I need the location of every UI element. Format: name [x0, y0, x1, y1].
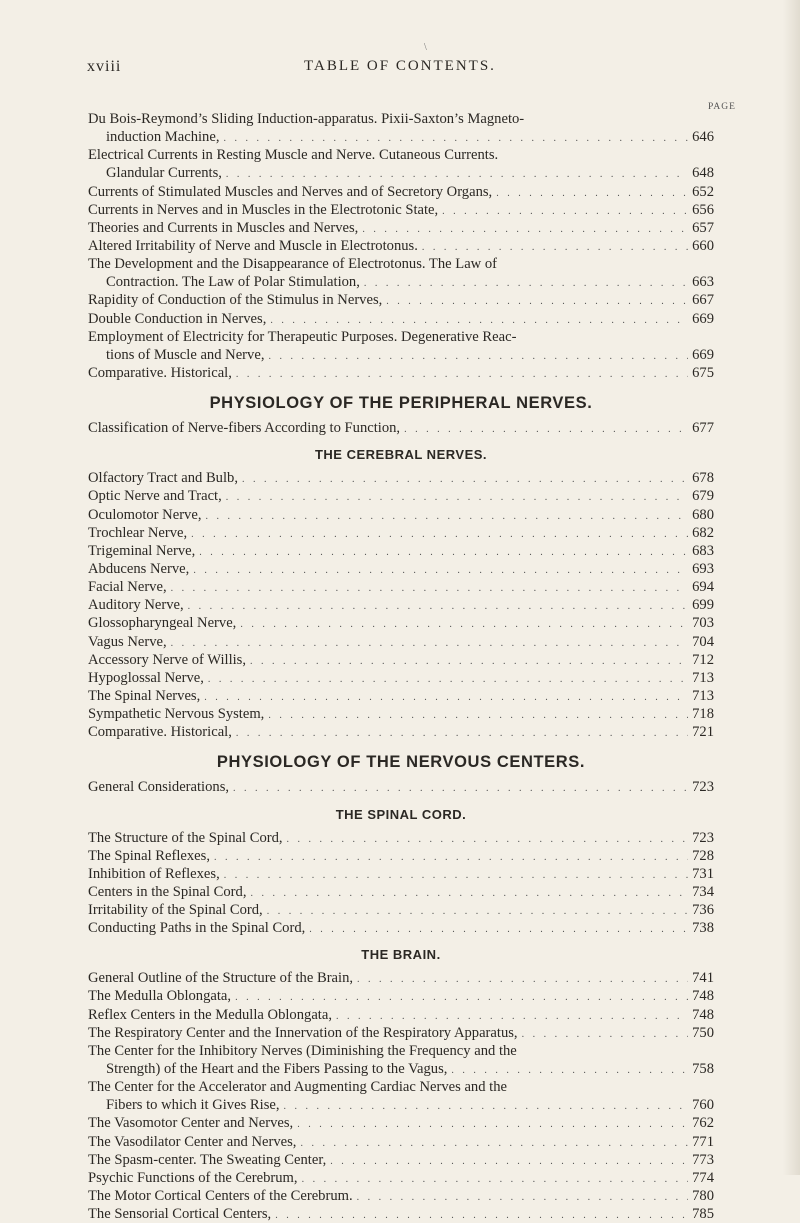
toc-page-number: 652 — [692, 183, 714, 200]
toc-entry — [88, 614, 714, 632]
toc-page-number: 750 — [692, 1024, 714, 1041]
toc-page-number: 680 — [692, 506, 714, 523]
toc-entry-title: Trochlear Nerve, — [88, 524, 188, 541]
toc-entry — [88, 201, 714, 219]
toc-entry — [88, 669, 714, 687]
toc-entry-title: Fibers to which it Gives Rise, — [106, 1097, 280, 1114]
dot-leader — [284, 1098, 689, 1114]
dot-leader — [442, 203, 688, 219]
dot-leader — [236, 366, 688, 382]
dot-leader — [267, 903, 688, 919]
dot-leader — [522, 1026, 688, 1042]
dot-leader — [302, 1171, 688, 1187]
dot-leader — [188, 598, 688, 614]
toc-entry — [88, 506, 714, 524]
toc-page-number: 682 — [692, 524, 714, 541]
toc-page-number: 728 — [692, 847, 714, 864]
dot-leader — [242, 471, 688, 487]
toc-entry-title: Employment of Electricity for Therapeutic Purposes. Degenerative Reac- — [88, 328, 517, 345]
toc-entry-title: Electrical Currents in Resting Muscle and Nerve. Cutaneous Currents. — [88, 147, 499, 164]
dot-leader — [214, 849, 688, 865]
dot-leader — [226, 166, 688, 182]
toc-entry-continuation — [88, 128, 714, 146]
toc-entry — [88, 487, 714, 505]
dot-leader — [330, 1153, 688, 1169]
dot-leader — [223, 130, 688, 146]
toc-entry-title: The Spinal Nerves, — [88, 687, 201, 704]
toc-page-number: 683 — [692, 542, 714, 559]
toc-entry-continuation — [88, 164, 714, 182]
toc-entry-title: Comparative. Historical, — [88, 364, 232, 381]
toc-page-number: 734 — [692, 883, 714, 900]
toc-entry-title: The Spasm-center. The Sweating Center, — [88, 1151, 327, 1168]
toc-entry — [88, 705, 714, 723]
toc-entry-title: Du Bois-Reymond’s Sliding Induction-apparatus. Pixii-Saxton’s Magneto- — [88, 111, 525, 127]
dot-leader — [275, 1207, 688, 1223]
toc-entry — [88, 596, 714, 614]
toc-page-number: 738 — [692, 920, 714, 937]
dot-leader — [208, 671, 688, 687]
toc-page-number: 693 — [692, 560, 714, 577]
toc-entry — [88, 110, 714, 128]
dot-leader — [404, 421, 688, 437]
toc-entry — [88, 651, 714, 669]
toc-entry — [88, 847, 714, 865]
toc-entry-title: Inhibition of Reflexes, — [88, 865, 220, 882]
toc-entry-title: Facial Nerve, — [88, 579, 167, 596]
toc-page-number: 703 — [692, 615, 714, 632]
toc-entry — [88, 219, 714, 237]
toc-entry-title: Classification of Nerve-fibers According to Function, — [88, 420, 401, 437]
toc-entry-title: Contraction. The Law of Polar Stimulation, — [106, 274, 360, 291]
toc-entry — [88, 524, 714, 542]
toc-entry — [88, 328, 714, 346]
toc-entry-title: Sympathetic Nervous System, — [88, 706, 265, 723]
toc-page-number: 758 — [692, 1061, 714, 1078]
toc-entry-title: Comparative. Historical, — [88, 724, 232, 741]
toc-page-number: 660 — [692, 237, 714, 254]
toc-entry — [88, 1114, 714, 1132]
section-heading: THE BRAIN. — [361, 947, 441, 963]
section-heading: THE SPINAL CORD. — [335, 806, 467, 822]
toc-entry-title: Vagus Nerve, — [88, 633, 167, 650]
toc-entry — [88, 865, 714, 883]
toc-entry-title: tions of Muscle and Nerve, — [106, 346, 265, 363]
toc-entry — [88, 183, 714, 201]
toc-page-number: 675 — [692, 364, 714, 381]
toc-entry-title: Abducens Nerve, — [88, 560, 190, 577]
toc-entry-title: Oculomotor Nerve, — [88, 506, 202, 523]
toc-page-number: 736 — [692, 902, 714, 919]
toc-entry — [88, 1205, 714, 1223]
dot-leader — [422, 239, 688, 255]
toc-entry-title: Glandular Currents, — [106, 165, 222, 182]
toc-page-number: 731 — [692, 865, 714, 882]
dot-leader — [357, 1189, 688, 1205]
toc-entry-title: Irritability of the Spinal Cord, — [88, 902, 263, 919]
toc-page-number: 712 — [692, 651, 714, 668]
toc-page-number: 723 — [692, 779, 714, 796]
toc-page-number: 669 — [692, 346, 714, 363]
running-header — [0, 58, 800, 78]
toc-page-number: 741 — [692, 970, 714, 987]
toc-entry — [88, 687, 714, 705]
toc-page-number: 718 — [692, 706, 714, 723]
dot-leader — [496, 185, 688, 201]
toc-entry-title: Altered Irritability of Nerve and Muscle in Electrotonus. — [88, 237, 418, 254]
toc-entry — [88, 987, 714, 1005]
toc-entry — [88, 723, 714, 741]
toc-page-number: 657 — [692, 219, 714, 236]
toc-page-number: 721 — [692, 724, 714, 741]
toc-entry-title: Rapidity of Conduction of the Stimulus in Nerves, — [88, 292, 383, 309]
toc-entry-title: The Development and the Disappearance of Electrotonus. The Law of — [88, 256, 498, 273]
toc-entry-title: Double Conduction in Nerves, — [88, 310, 267, 327]
toc-entry-title: General Outline of the Structure of the Brain, — [88, 970, 354, 987]
toc-entry-title: Currents in Nerves and in Muscles in the Electrotonic State, — [88, 201, 439, 218]
toc-entry-title: The Respiratory Center and the Innervation of the Respiratory Apparatus, — [88, 1024, 518, 1041]
toc-entry-title: Accessory Nerve of Willis, — [88, 651, 247, 668]
dot-leader — [191, 526, 688, 542]
toc-entry-title: induction Machine, — [106, 129, 220, 146]
dot-leader — [205, 508, 688, 524]
section-heading: THE CEREBRAL NERVES. — [314, 447, 488, 463]
dot-leader — [250, 653, 688, 669]
toc-entry — [88, 901, 714, 919]
toc-entry-title: Reflex Centers in the Medulla Oblongata, — [88, 1006, 332, 1023]
toc-entry — [88, 1169, 714, 1187]
toc-entry-title: The Sensorial Cortical Centers, — [88, 1206, 272, 1223]
toc-entry — [88, 542, 714, 560]
toc-entry — [88, 1024, 714, 1042]
page-column-label: PAGE — [708, 102, 736, 112]
toc-page-number: 713 — [692, 687, 714, 704]
toc-entry-title: General Considerations, — [88, 779, 230, 796]
page-folio: xviii — [87, 58, 122, 75]
toc-entry — [88, 364, 714, 382]
toc-page-number: 748 — [692, 988, 714, 1005]
dot-leader — [199, 544, 688, 560]
section-heading: PHYSIOLOGY OF THE PERIPHERAL NERVES. — [209, 394, 593, 413]
dot-leader — [270, 312, 688, 328]
toc-page-number: 677 — [692, 420, 714, 437]
toc-page-number: 762 — [692, 1115, 714, 1132]
dot-leader — [300, 1135, 688, 1151]
toc-entry — [88, 1187, 714, 1205]
toc-page-number: 648 — [692, 165, 714, 182]
toc-entry-title: The Medulla Oblongata, — [88, 988, 232, 1005]
dot-leader — [224, 867, 688, 883]
toc-entry-title: Optic Nerve and Tract, — [88, 488, 222, 505]
toc-page-number: 774 — [692, 1169, 714, 1186]
toc-entry — [88, 419, 714, 437]
dot-leader — [251, 885, 689, 901]
toc-page-number: 748 — [692, 1006, 714, 1023]
toc-page-number: 785 — [692, 1206, 714, 1223]
toc-entry — [88, 1151, 714, 1169]
dot-leader — [364, 275, 688, 291]
dot-leader — [226, 489, 688, 505]
page-edge-shadow — [783, 0, 800, 1175]
toc-entry-title: Auditory Nerve, — [88, 597, 184, 614]
toc-page-number: 678 — [692, 470, 714, 487]
dot-leader — [357, 971, 688, 987]
toc-entry — [88, 883, 714, 901]
dot-leader — [336, 1008, 688, 1024]
dot-leader — [451, 1062, 688, 1078]
table-of-contents — [88, 110, 714, 1223]
toc-page-number: 656 — [692, 201, 714, 218]
toc-page-number: 694 — [692, 579, 714, 596]
toc-page-number: 667 — [692, 292, 714, 309]
toc-entry-title: Glossopharyngeal Nerve, — [88, 615, 237, 632]
toc-entry-title: Trigeminal Nerve, — [88, 542, 196, 559]
toc-page-number: 646 — [692, 129, 714, 146]
dot-leader — [309, 921, 688, 937]
toc-entry-continuation — [88, 1096, 714, 1114]
toc-entry — [88, 633, 714, 651]
toc-entry — [88, 829, 714, 847]
section-heading: PHYSIOLOGY OF THE NERVOUS CENTERS. — [216, 753, 586, 772]
toc-entry-title: Hypoglossal Nerve, — [88, 669, 204, 686]
toc-page-number: 699 — [692, 597, 714, 614]
toc-entry-title: Psychic Functions of the Cerebrum, — [88, 1169, 298, 1186]
toc-entry-title: Theories and Currents in Muscles and Nerves, — [88, 219, 359, 236]
toc-entry-continuation — [88, 273, 714, 291]
toc-entry — [88, 255, 714, 273]
toc-entry-title: Centers in the Spinal Cord, — [88, 883, 247, 900]
dot-leader — [233, 780, 688, 796]
toc-entry — [88, 469, 714, 487]
toc-entry-title: Currents of Stimulated Muscles and Nerves and of Secretory Organs, — [88, 183, 493, 200]
toc-entry-title: Strength) of the Heart and the Fibers Passing to the Vagus, — [106, 1061, 448, 1078]
toc-entry — [88, 237, 714, 255]
dot-leader — [171, 635, 688, 651]
toc-page-number: 669 — [692, 310, 714, 327]
toc-entry — [88, 1042, 714, 1060]
toc-page-number: 723 — [692, 829, 714, 846]
toc-entry — [88, 969, 714, 987]
dot-leader — [204, 689, 688, 705]
toc-entry-title: Conducting Paths in the Spinal Cord, — [88, 920, 306, 937]
toc-entry — [88, 778, 714, 796]
dot-leader — [236, 725, 688, 741]
toc-entry — [88, 919, 714, 937]
tick-mark: \ — [424, 42, 427, 53]
dot-leader — [235, 989, 688, 1005]
toc-entry-title: Olfactory Tract and Bulb, — [88, 470, 238, 487]
toc-entry — [88, 1006, 714, 1024]
toc-page-number: 771 — [692, 1133, 714, 1150]
toc-entry — [88, 310, 714, 328]
toc-entry-title: The Vasomotor Center and Nerves, — [88, 1115, 294, 1132]
toc-entry — [88, 1078, 714, 1096]
toc-entry-title: The Vasodilator Center and Nerves, — [88, 1133, 297, 1150]
dot-leader — [171, 580, 688, 596]
toc-entry — [88, 560, 714, 578]
dot-leader — [386, 293, 688, 309]
toc-entry-continuation — [88, 346, 714, 364]
dot-leader — [287, 831, 688, 847]
toc-page-number: 704 — [692, 633, 714, 650]
toc-entry-title: The Center for the Accelerator and Augmenting Cardiac Nerves and the — [88, 1079, 507, 1096]
dot-leader — [240, 616, 688, 632]
dot-leader — [193, 562, 688, 578]
toc-page-number: 773 — [692, 1151, 714, 1168]
toc-entry-title: The Center for the Inhibitory Nerves (Diminishing the Frequency and the — [88, 1042, 517, 1059]
toc-entry — [88, 578, 714, 596]
toc-entry-title: The Motor Cortical Centers of the Cerebrum. — [88, 1188, 353, 1205]
running-title: TABLE OF CONTENTS. — [304, 58, 496, 74]
toc-page-number: 679 — [692, 488, 714, 505]
toc-entry-title: The Spinal Reflexes, — [88, 847, 210, 864]
dot-leader — [268, 707, 688, 723]
toc-entry — [88, 146, 714, 164]
toc-entry — [88, 291, 714, 309]
toc-entry-title: The Structure of the Spinal Cord, — [88, 829, 283, 846]
dot-leader — [297, 1116, 688, 1132]
toc-page-number: 713 — [692, 669, 714, 686]
dot-leader — [268, 348, 688, 364]
toc-entry — [88, 1133, 714, 1151]
toc-entry-continuation — [88, 1060, 714, 1078]
toc-page-number: 760 — [692, 1097, 714, 1114]
toc-page-number: 663 — [692, 274, 714, 291]
dot-leader — [362, 221, 688, 237]
toc-page-number: 780 — [692, 1188, 714, 1205]
